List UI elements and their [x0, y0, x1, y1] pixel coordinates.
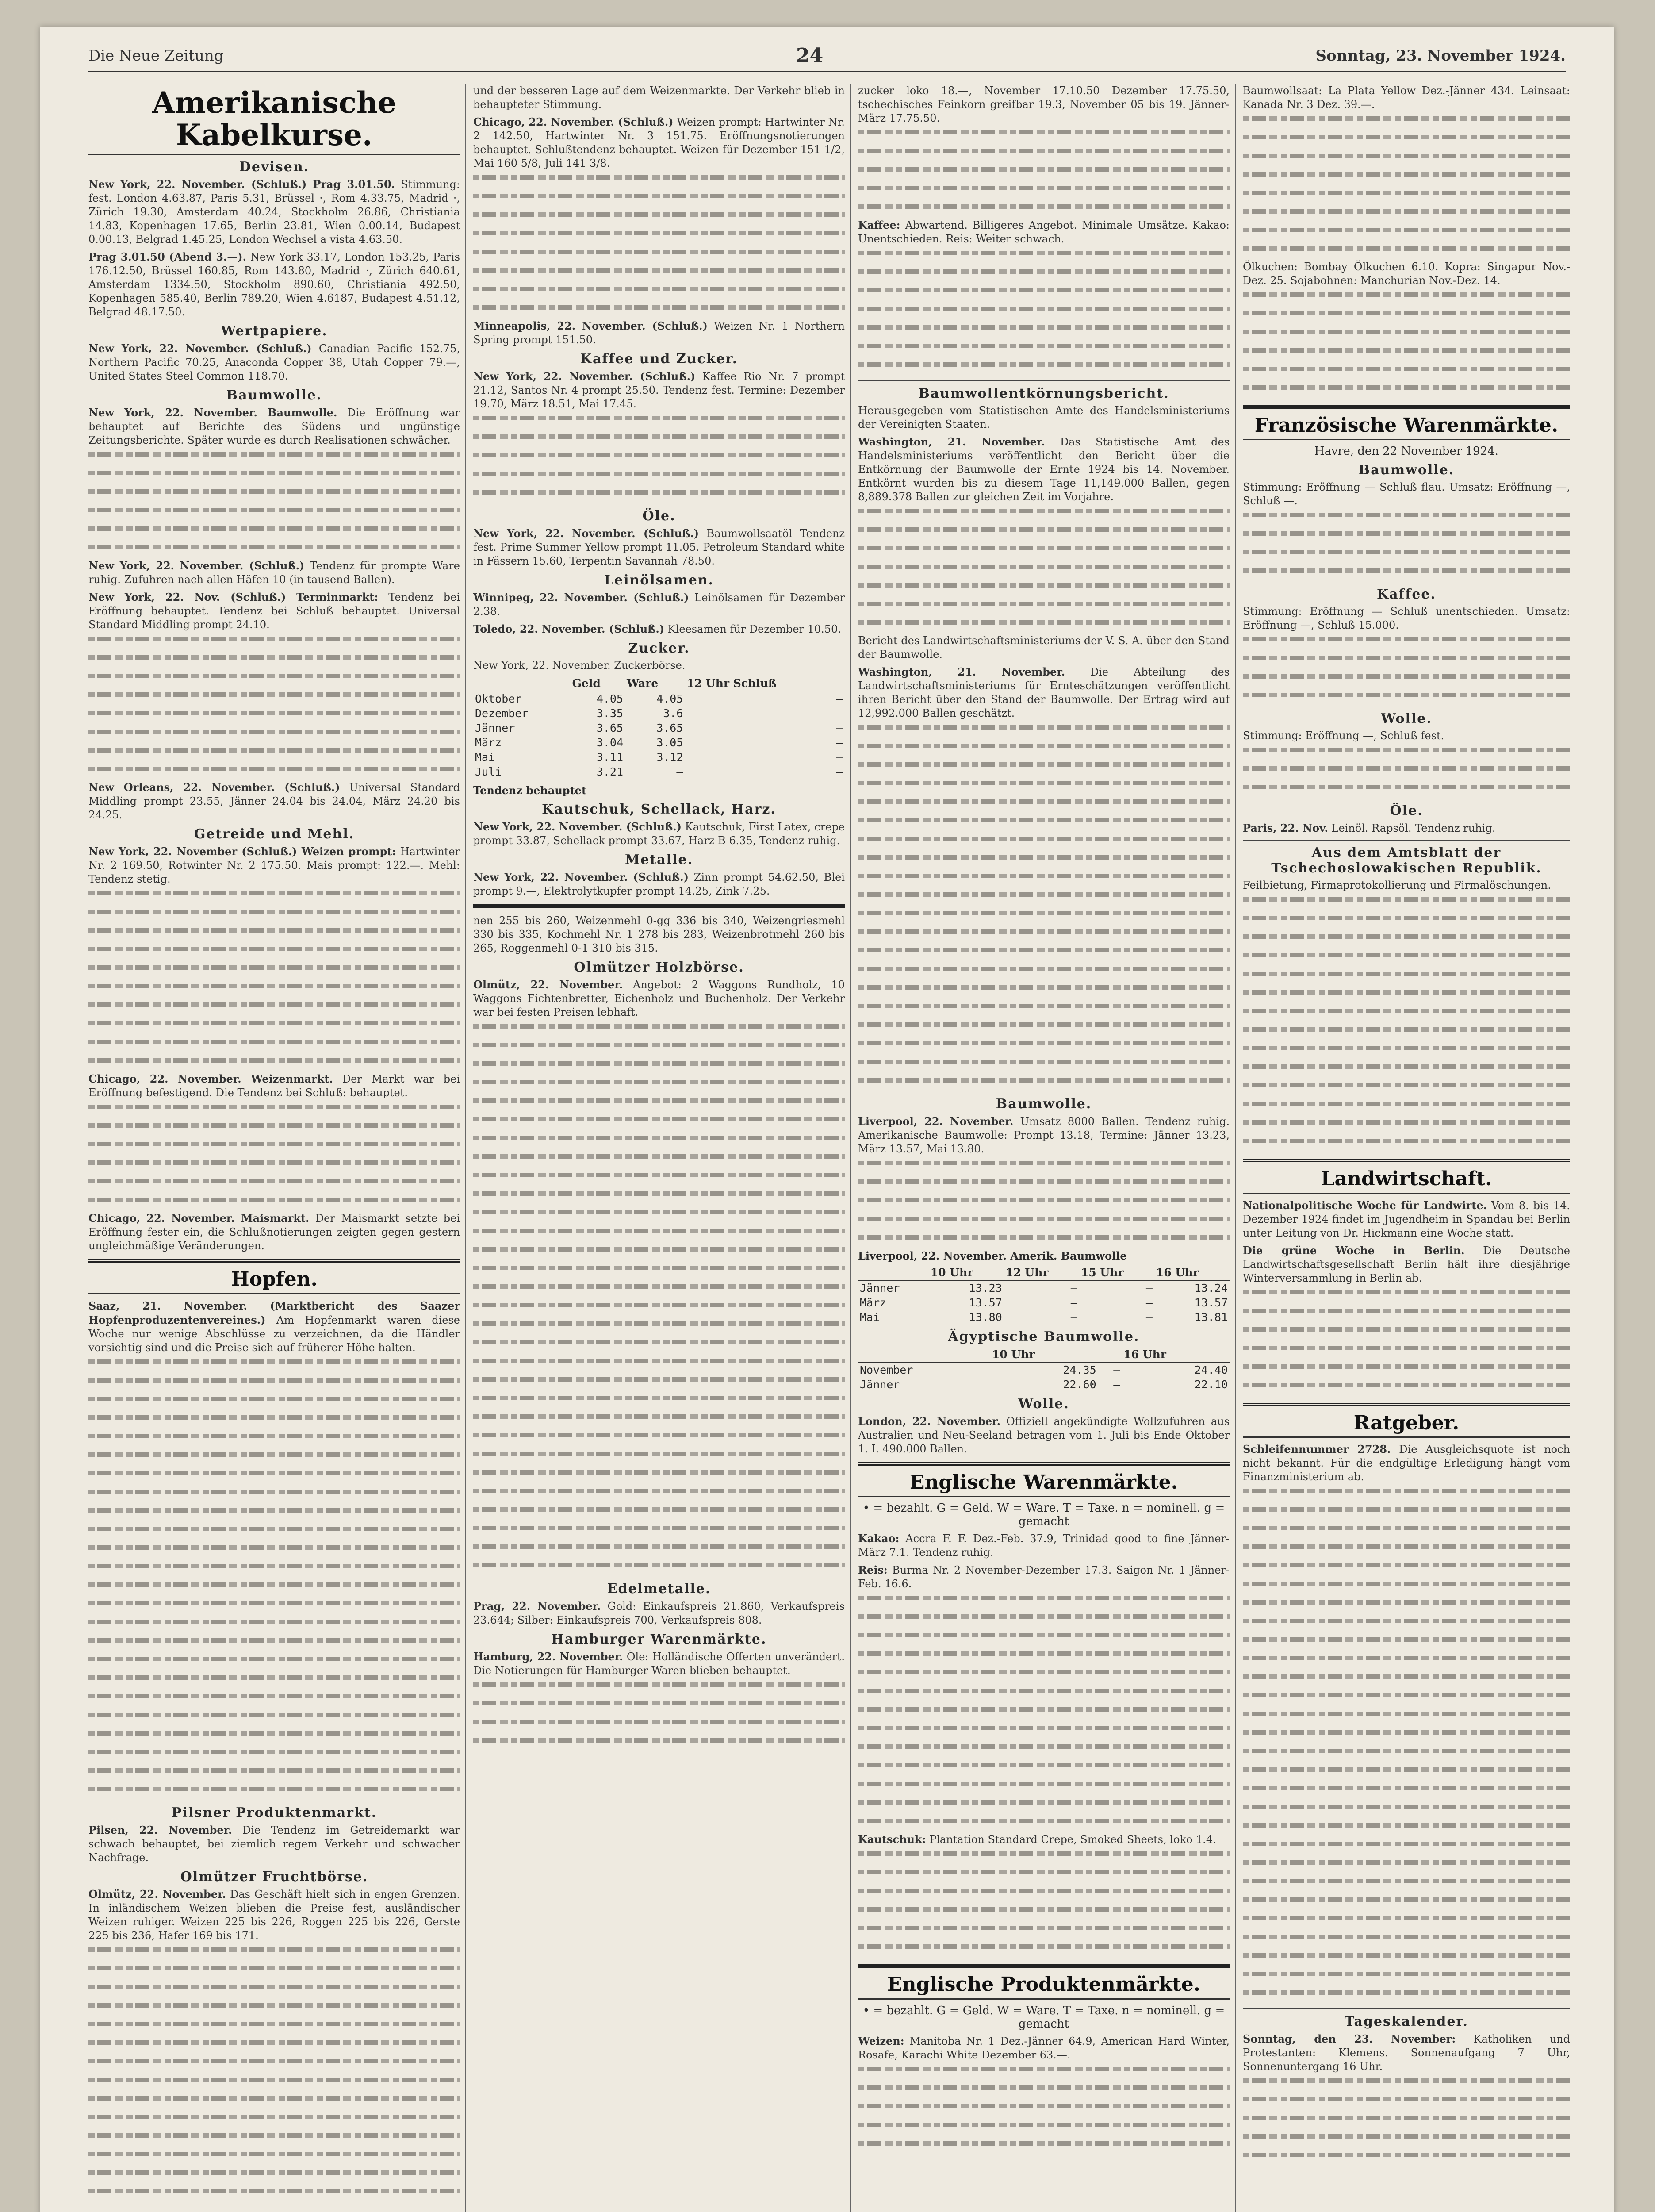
section-kautschuk: Kautschuk, Schellack, Harz.	[542, 802, 776, 817]
page-number: 24	[796, 44, 824, 67]
article-paragraph: Washington, 21. November. Das Statistische Amt des Handelsministeriums veröffentlicht den Bericht über die Entkörnung der Baumwolle der Ernte 1924 bis 14. November. Entkörnt wurden bis zu diesem Tage 11,149.000 Ballen, gegen 8,889.378 Ballen zur gleichen Zeit im Vorjahre.	[858, 435, 1230, 503]
article-paragraph: Pilsen, 22. November. Die Tendenz im Getreidemarkt war schwach behauptet, bei ziemlich regem Verkehr und schwacher Nachfrage.	[88, 1823, 460, 1864]
section-divider	[88, 1259, 460, 1263]
column-rule	[1235, 84, 1236, 2212]
article-paragraph: Reis: Burma Nr. 2 November-Dezember 17.3. Saigon Nr. 1 Jänner-Feb. 16.6.	[858, 1563, 1230, 1590]
headline-englische-waren: Englische Warenmärkte.	[858, 1472, 1230, 1497]
havre-dateline: Havre, den 22 November 1924.	[1314, 445, 1498, 458]
article-paragraph: Prag 3.01.50 (Abend 3.—). New York 33.17, London 153.25, Paris 176.12.50, Brüssel 160.85, Rom 143.80, Madrid ·, Zürich 640.61, Amsterdam 1334.50, Stockholm 890.60, Christiania 492.50, Kopenhagen 585.40, Berlin 789.20, Wien 4.6187, Budapest 4.51.12, Belgrad 48.17.50.	[88, 250, 460, 319]
table-row: November 24.35 — 24.40	[860, 1363, 1228, 1376]
illegible-text-block	[1243, 292, 1570, 399]
article-paragraph: Feilbietung, Firmaprotokollierung und Firmalöschungen.	[1243, 879, 1551, 892]
column-1	[88, 84, 460, 2212]
article-paragraph: New York, 22. November. (Schluß.) Kaffee Rio Nr. 7 prompt 21.12, Santos Nr. 4 prompt 25.50. Tendenz fest. Termine: Dezember 19.70, März 18.51, Mai 17.45.	[473, 370, 845, 410]
illegible-text-block	[858, 1161, 1230, 1249]
column-4	[1243, 84, 1570, 2212]
article-paragraph: New Orleans, 22. November. (Schluß.) Universal Standard Middling prompt 23.55, Jänner 24.04 bis 24.04, März 24.20 bis 24.25.	[88, 781, 460, 822]
article-paragraph: New York, 22. Nov. (Schluß.) Terminmarkt: Tendenz bei Eröffnung behauptet. Tendenz bei Schluß behauptet. Universal Standard Middling prompt 24.10.	[88, 591, 460, 631]
headline-franzoesische: Französische Warenmärkte.	[1243, 415, 1570, 440]
table-row: Juli 3.21 — —	[475, 765, 843, 778]
illegible-text-block	[88, 1359, 460, 1801]
article-paragraph: Olmütz, 22. November. Angebot: 2 Waggons Rundholz, 10 Waggons Fichtenbretter, Eichenholz und Buchenholz. Der Verkehr war bei festen Preisen lebhaft.	[473, 978, 845, 1018]
headline-hopfen: Hopfen.	[88, 1269, 460, 1294]
article-paragraph: Stimmung: Eröffnung — Schluß flau. Umsatz: Eröffnung —, Schluß —.	[1243, 481, 1570, 507]
section-divider	[1243, 1403, 1570, 1406]
illegible-text-block	[88, 891, 460, 1072]
illegible-text-block	[88, 452, 460, 559]
article-paragraph: New York, 22. November. (Schluß.) Prag 3.01.50. Stimmung: fest. London 4.63.87, Paris 5.31, Brüssel ·, Rom 4.33.75, Madrid ·, Zürich 19.30, Amsterdam 40.24, Stockholm 26.86, Christiania 14.83, Kopenhagen 17.65, Berlin 23.81, Wien 0.00.14, Budapest 0.00.13, Belgrad 1.45.25, London Wechsel a vista 4.63.50.	[88, 178, 460, 246]
illegible-text-block	[858, 1851, 1230, 1958]
illegible-text-block	[858, 130, 1230, 218]
article-paragraph: Ölkuchen: Bombay Ölkuchen 6.10. Kopra: Singapur Nov.-Dez. 25. Sojabohnen: Manchurian Nov.-Dez. 14.	[1243, 261, 1570, 287]
article-paragraph: Kakao: Accra F. F. Dez.-Feb. 37.9, Trinidad good to fine Jänner-März 7.1. Tendenz ruhig.	[858, 1532, 1230, 1559]
column-3	[858, 84, 1230, 2212]
article-paragraph: zucker loko 18.—, November 17.10.50 Dezember 17.75.50, tschechisches Feinkorn greifbar 19.3, November 05 bis 19. Jänner-März 17.75.50.	[858, 84, 1230, 124]
headline-landwirtschaft: Landwirtschaft.	[1243, 1168, 1570, 1194]
article-paragraph: Die grüne Woche in Berlin. Die Deutsche Landwirtschaftsgesellschaft Berlin hält ihre diesjährige Winterversammlung in Berlin ab.	[1243, 1244, 1570, 1284]
article-paragraph: Minneapolis, 22. November. (Schluß.) Weizen Nr. 1 Northern Spring prompt 151.50.	[473, 319, 845, 346]
section-divider	[473, 904, 845, 908]
article-paragraph: New York, 22. November. (Schluß.) Kautschuk, First Latex, crepe prompt 33.87, Schellack prompt 33.67, Harz B 6.35, Tendenz ruhig.	[473, 820, 845, 847]
section-kaffee-zucker: Kaffee und Zucker.	[580, 351, 738, 367]
section-getreide: Getreide und Mehl.	[194, 826, 355, 842]
column-rule	[465, 84, 466, 2212]
article-paragraph: Nationalpolitische Woche für Landwirte. Vom 8. bis 14. Dezember 1924 findet im Jugendheim in Spandau bei Berlin unter Leitung von Dr. Hickmann eine Woche statt.	[1243, 1198, 1570, 1239]
table-row: Dezember 3.35 3.6 —	[475, 707, 843, 720]
article-paragraph: Stimmung: Eröffnung — Schluß unentschieden. Umsatz: Eröffnung —, Schluß 15.000.	[1243, 605, 1570, 632]
table-row: Jänner 3.65 3.65 —	[475, 722, 843, 734]
table-header-cell: 12 Uhr Schluß	[685, 676, 845, 691]
zucker-table	[473, 676, 845, 779]
article-paragraph: Kaffee: Abwartend. Billigeres Angebot. Minimale Umsätze. Kakao: Unentschieden. Reis: Weiter schwach.	[858, 219, 1230, 245]
illegible-text-block	[858, 509, 1230, 634]
table-header-cell	[473, 676, 571, 691]
section-wolle-4: Wolle.	[1381, 711, 1432, 727]
section-leinoelsamen: Leinölsamen.	[604, 572, 714, 588]
table-header-row: 10 Uhr 16 Uhr	[858, 1347, 1230, 1362]
headline-kabelkurse: Amerikanische Kabelkurse.	[88, 87, 460, 155]
table-row: Oktober 4.05 4.05 —	[475, 692, 843, 705]
section-zucker: Zucker.	[628, 641, 690, 656]
article-paragraph: London, 22. November. Offiziell angekündigte Wollzufuhren aus Australien und Neu-Seeland betragen vom 1. Juli bis Ende Oktober 1. I. 490.000 Ballen.	[858, 1415, 1230, 1455]
price-legend: • = bezahlt. G = Geld. W = Ware. T = Taxe. n = nominell. g = gemacht	[862, 1502, 1225, 1528]
section-edelmetalle: Edelmetalle.	[607, 1581, 711, 1597]
section-rule	[858, 380, 1230, 381]
article-paragraph: Herausgegeben vom Statistischen Amte des Handelsministeriums der Vereinigten Staaten.	[858, 404, 1230, 430]
section-olmuetzer-frucht: Olmützer Fruchtbörse.	[180, 1869, 368, 1885]
section-baumwolle-4: Baumwolle.	[1358, 462, 1455, 478]
table-header-cell: Geld	[571, 676, 625, 691]
column-rule	[850, 84, 851, 2212]
section-baumwolle: Baumwolle.	[226, 388, 322, 403]
illegible-text-block	[1243, 1290, 1570, 1397]
table-row: März 3.04 3.05 —	[475, 736, 843, 749]
article-paragraph: New York, 22. November. Baumwolle. Die Eröffnung war behauptet auf Berichte des Südens und ungünstige Zeitungsberichte. Später wurde es durch Realisationen schwächer.	[88, 406, 460, 447]
section-rule	[1243, 840, 1570, 841]
article-paragraph: New York, 22. November. (Schluß.) Baumwollsaatöl Tendenz fest. Prime Summer Yellow prompt 11.05. Petroleum Standard white in Fässern 15.60, Terpentin Savannah 78.50.	[473, 527, 845, 567]
zucker-intro: New York, 22. November. Zuckerbörse.	[473, 659, 686, 672]
article-paragraph: Bericht des Landwirtschaftsministeriums der V. S. A. über den Stand der Baumwolle.	[858, 634, 1230, 661]
illegible-text-block	[88, 637, 460, 780]
illegible-text-block	[1243, 897, 1570, 1152]
article-paragraph: Chicago, 22. November. Weizenmarkt. Der Markt war bei Eröffnung befestigend. Die Tendenz bei Schluß: behauptet.	[88, 1072, 460, 1099]
section-oele-4: Öle.	[1390, 803, 1423, 819]
article-paragraph: Toledo, 22. November. (Schluß.) Kleesamen für Dezember 10.50.	[473, 622, 841, 635]
section-hamburger: Hamburger Warenmärkte.	[551, 1632, 767, 1647]
illegible-text-block	[858, 725, 1230, 1092]
illegible-text-block	[858, 2067, 1230, 2155]
illegible-text-block	[473, 1024, 845, 1577]
article-paragraph: New York, 22. November. (Schluß.) Tendenz für prompte Ware ruhig. Zufuhren nach allen Häfen 10 (in tausend Ballen).	[88, 559, 460, 586]
newspaper-page	[40, 27, 1614, 2212]
section-divider	[858, 1964, 1230, 1968]
article-paragraph: und der besseren Lage auf dem Weizenmarkte. Der Verkehr blieb in behaupteter Stimmung.	[473, 84, 845, 111]
article-paragraph: Stimmung: Eröffnung —, Schluß fest.	[1243, 730, 1444, 742]
section-aegyptische: Ägyptische Baumwolle.	[948, 1329, 1140, 1344]
newspaper-name: Die Neue Zeitung	[88, 47, 224, 65]
section-olmuetzer-holz: Olmützer Holzbörse.	[574, 960, 744, 975]
section-tageskalender: Tageskalender.	[1345, 2014, 1468, 2030]
section-divider	[858, 1462, 1230, 1466]
article-paragraph: Chicago, 22. November. Maismarkt. Der Maismarkt setzte bei Eröffnung fester ein, die Schlußnotierungen zeigten gegen gestern ungleichmäßige Veränderungen.	[88, 1212, 460, 1252]
issue-date: Sonntag, 23. November 1924.	[1315, 47, 1566, 65]
section-entkoernung: Baumwollentkörnungsbericht.	[918, 386, 1169, 401]
headline-englische-produkten: Englische Produktenmärkte.	[858, 1974, 1230, 1999]
table-row: März 13.57 — — 13.57	[860, 1296, 1228, 1309]
section-wertpapiere: Wertpapiere.	[221, 323, 328, 339]
table-row: Mai 13.80 — — 13.81	[860, 1311, 1228, 1324]
liverpool-table	[858, 1265, 1230, 1325]
article-paragraph: Liverpool, 22. November. Umsatz 8000 Ballen. Tendenz ruhig. Amerikanische Baumwolle: Prompt 13.18, Termine: Jänner 13.23, März 13.57, Mai 13.80.	[858, 1115, 1230, 1155]
section-devisen: Devisen.	[239, 159, 310, 175]
page-header	[88, 44, 1566, 72]
section-rule	[1243, 2008, 1570, 2009]
table-header-cell: Ware	[625, 676, 685, 691]
article-paragraph: Baumwollsaat: La Plata Yellow Dez.-Jänner 434. Leinsaat: Kanada Nr. 3 Dez. 39.—.	[1243, 84, 1570, 111]
column-2	[473, 84, 845, 2212]
section-pilsner: Pilsner Produktenmarkt.	[171, 1805, 377, 1820]
article-paragraph: New York, 22. November (Schluß.) Weizen prompt: Hartwinter Nr. 2 169.50, Rotwinter Nr. 2 175.50. Mais prompt: 122.—. Mehl: Tendenz stetig.	[88, 845, 460, 886]
article-paragraph: Sonntag, den 23. November: Katholiken und Protestanten: Klemens. Sonnenaufgang 7 Uhr, Sonnenuntergang 16 Uhr.	[1243, 2032, 1570, 2073]
illegible-text-block	[88, 1105, 460, 1211]
section-baumwolle-3: Baumwolle.	[996, 1096, 1092, 1112]
illegible-text-block	[1243, 116, 1570, 260]
price-legend: • = bezahlt. G = Geld. W = Ware. T = Taxe. n = nominell. g = gemacht	[862, 2004, 1225, 2031]
section-wolle: Wolle.	[1018, 1396, 1069, 1412]
article-paragraph: Saaz, 21. November. (Marktbericht des Saazer Hopfenproduzentenvereines.) Am Hopfenmarkt waren diese Woche nur wenige Abschlüsse zu verzeichnen, da die Händler vorsichtig sind und die Preise sich auf früherer Höhe halten.	[88, 1299, 460, 1354]
article-paragraph: Hamburg, 22. November. Öle: Holländische Offerten unverändert. Die Notierungen für Hamburger Waren blieben behauptet.	[473, 1650, 845, 1677]
section-divider	[1243, 405, 1570, 409]
illegible-text-block	[88, 1947, 460, 2203]
article-paragraph: Olmütz, 22. November. Das Geschäft hielt sich in engen Grenzen. In inländischem Weizen blieben die Preise fest, ausländischer Weizen ruhiger. Weizen 225 bis 226, Roggen 225 bis 226, Gerste 225 bis 236, Hafer 169 bis 171.	[88, 1887, 460, 1942]
liverpool-title: Liverpool, 22. November. Amerik. Baumwolle	[858, 1249, 1127, 1262]
illegible-text-block	[1243, 513, 1570, 582]
section-kaffee-4: Kaffee.	[1377, 587, 1436, 603]
article-paragraph: nen 255 bis 260, Weizenmehl 0-gg 336 bis 340, Weizengriesmehl 330 bis 335, Kochmehl Nr. 1 278 bis 283, Weizenbrotmehl 260 bis 265, Roggenmehl 0-1 310 bis 315.	[473, 914, 845, 954]
illegible-text-block	[473, 416, 845, 504]
illegible-text-block	[1243, 748, 1570, 799]
section-oele: Öle.	[642, 508, 676, 524]
section-metalle: Metalle.	[625, 852, 693, 868]
aegyptische-table	[858, 1347, 1230, 1392]
article-paragraph: Schleifennummer 2728. Die Ausgleichsquote ist noch nicht bekannt. Für die endgültige Erledigung hängt vom Finanzministerium ab.	[1243, 1443, 1570, 1483]
illegible-text-block	[473, 175, 845, 319]
article-paragraph: Paris, 22. Nov. Leinöl. Rapsöl. Tendenz ruhig.	[1243, 822, 1496, 835]
article-paragraph: Weizen: Manitoba Nr. 1 Dez.-Jänner 64.9, American Hard Winter, Rosafe, Karachi White Dezember 63.—.	[858, 2034, 1230, 2061]
article-paragraph: New York, 22. November. (Schluß.) Canadian Pacific 152.75, Northern Pacific 70.25, Anaconda Copper 38, Utah Copper 79.—, United States Steel Common 118.70.	[88, 342, 460, 383]
section-divider	[1243, 1159, 1570, 1162]
table-header-row: 10 Uhr 12 Uhr 15 Uhr 16 Uhr	[858, 1265, 1230, 1280]
illegible-text-block	[858, 251, 1230, 376]
illegible-text-block	[473, 1682, 845, 1752]
table-header-row	[473, 676, 845, 691]
table-row: Jänner 22.60 — 22.10	[860, 1378, 1228, 1391]
article-paragraph: Prag, 22. November. Gold: Einkaufspreis 21.860, Verkaufspreis 23.644; Silber: Einkaufspreis 700, Verkaufspreis 808.	[473, 1600, 845, 1626]
article-paragraph: Winnipeg, 22. November. (Schluß.) Leinölsamen für Dezember 2.38.	[473, 591, 845, 618]
article-paragraph: Chicago, 22. November. (Schluß.) Weizen prompt: Hartwinter Nr. 2 142.50, Hartwinter Nr. 3 151.75. Eröffnungsnotierungen behauptet. Schlußtendenz behauptet. Weizen für Dezember 151 1/2, Mai 160 5/8, Juli 141 3/8.	[473, 115, 845, 169]
article-paragraph: New York, 22. November. (Schluß.) Zinn prompt 54.62.50, Blei prompt 9.—, Elektrolytkupfer prompt 14.25, Zink 7.25.	[473, 871, 845, 897]
illegible-text-block	[1243, 2078, 1570, 2166]
illegible-text-block	[1243, 637, 1570, 707]
illegible-text-block	[1243, 1489, 1570, 2004]
article-paragraph: Washington, 21. November. Die Abteilung des Landwirtschaftsministeriums für Ernteschätzungen veröffentlicht ihren Bericht über den Stand der Baumwolle. Der Ertrag wird auf 12,992.000 Ballen geschätzt.	[858, 665, 1230, 719]
article-paragraph: Kautschuk: Plantation Standard Crepe, Smoked Sheets, loko 1.4.	[858, 1833, 1216, 1846]
illegible-text-block	[858, 1596, 1230, 1832]
zucker-tendenz: Tendenz behauptet	[473, 784, 587, 797]
table-row: Jänner 13.23 — — 13.24	[860, 1282, 1228, 1294]
headline-ratgeber: Ratgeber.	[1243, 1413, 1570, 1438]
table-row: Mai 3.11 3.12 —	[475, 751, 843, 764]
section-amtsblatt: Aus dem Amtsblatt der Tschechoslowakischen Republik.	[1271, 845, 1542, 876]
